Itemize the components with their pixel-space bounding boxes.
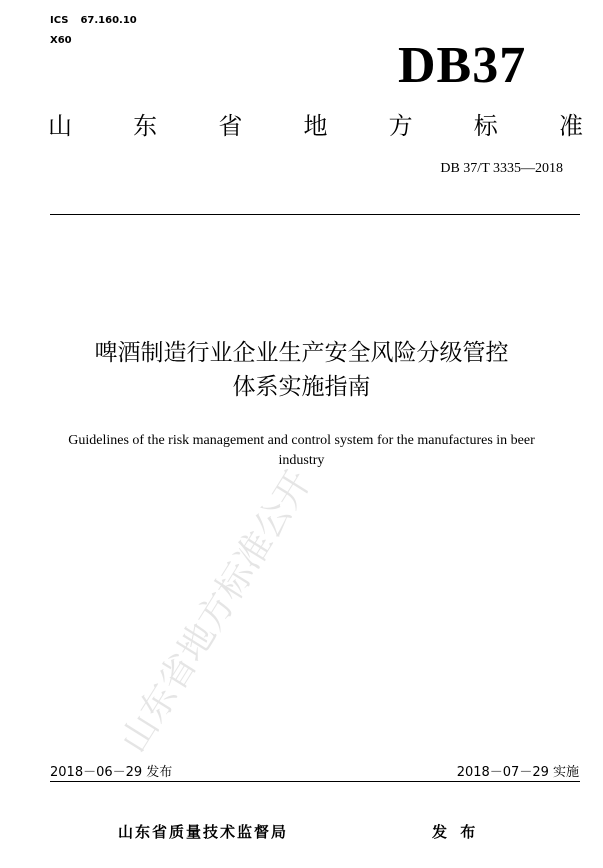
standard-type-char: 地	[303, 112, 328, 140]
ics-label: ICS	[50, 15, 69, 26]
issue-word: 发 布	[432, 823, 480, 841]
standard-type-char: 准	[558, 112, 583, 140]
issuer: 山东省质量技术监督局	[118, 823, 289, 841]
implement-date: 2018－07－29 实施	[456, 765, 579, 780]
watermark: 山东省地方标准公开	[113, 463, 320, 760]
standard-number: DB 37/T 3335—2018	[440, 161, 563, 176]
standard-type-char: 标	[473, 112, 498, 140]
title-cn-line1: 啤酒制造行业企业生产安全风险分级管控	[94, 340, 509, 366]
title-cn-line2: 体系实施指南	[232, 374, 371, 400]
issue-date: 2018－06－29 发布	[50, 765, 173, 780]
title-en-line1: Guidelines of the risk management and control system for the manufactures in beer	[68, 433, 535, 448]
title-en-line2: industry	[278, 453, 325, 468]
standard-type-char: 东	[133, 112, 158, 140]
db-code: DB37	[398, 37, 527, 94]
standard-type	[48, 110, 583, 142]
ics-code: 67.160.10	[80, 15, 137, 26]
ics-line	[50, 14, 137, 28]
standard-type-char: 方	[388, 112, 413, 140]
standard-type-char: 省	[218, 112, 243, 140]
bottom-divider	[50, 781, 580, 782]
title-en	[30, 431, 573, 471]
standard-type-char: 山	[48, 112, 72, 140]
top-divider	[50, 214, 580, 215]
title-cn	[0, 336, 603, 404]
classification-code: X60	[50, 35, 72, 46]
